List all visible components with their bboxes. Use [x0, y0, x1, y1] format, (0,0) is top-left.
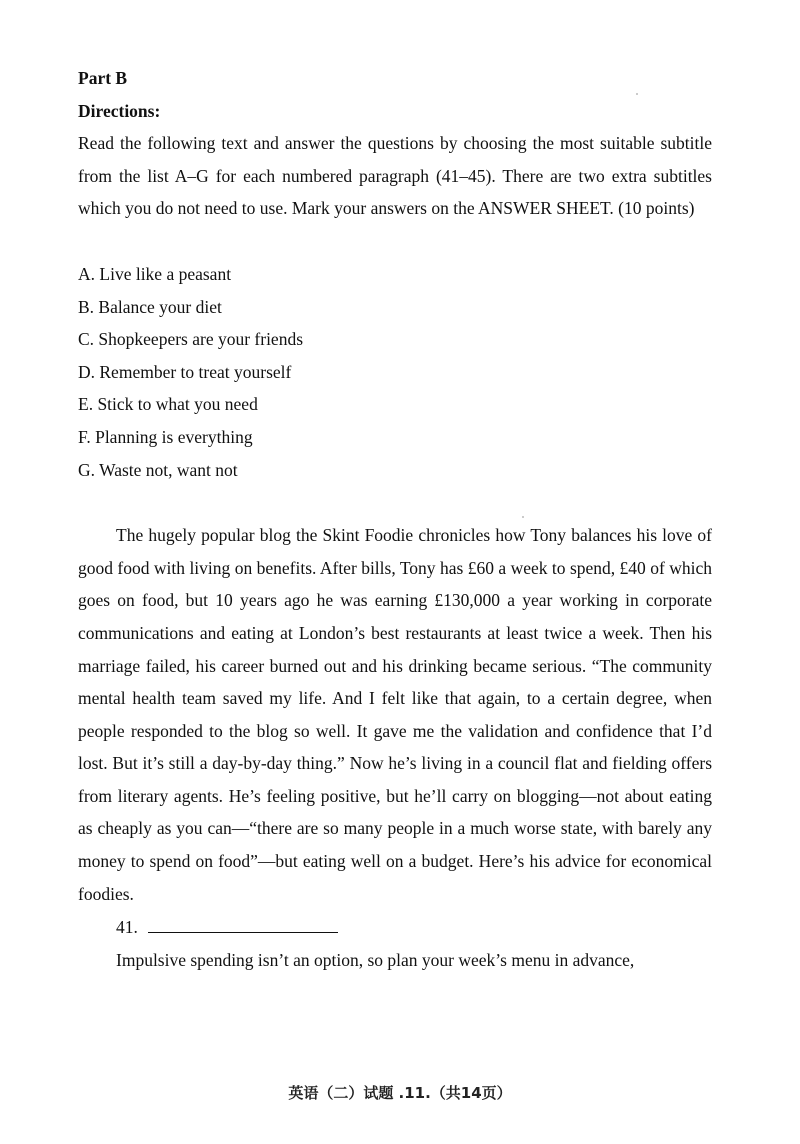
subtitle-options-list — [78, 258, 712, 486]
option-g: G. Waste not, want not — [78, 459, 238, 480]
question-41 — [78, 910, 712, 944]
exam-page — [78, 62, 712, 976]
paragraph-41-start: Impulsive spending isn’t an option, so plan your week’s menu in advance, — [116, 949, 635, 970]
option-c: C. Shopkeepers are your friends — [78, 329, 304, 350]
section-title: Part B — [78, 68, 128, 88]
option-f: F. Planning is everything — [78, 426, 253, 447]
answer-blank — [148, 910, 338, 933]
directions-text: Read the following text and answer the questions by choosing the most suitable subtitle from the list A–G for each numbered paragraph (41–45). There are two extra subtitles which you do not need to use. Mark your answers on the ANSWER SHEET. (10 points) — [78, 133, 712, 219]
question-number: 41. — [116, 917, 138, 938]
scan-speck — [636, 93, 638, 95]
option-a: A. Live like a peasant — [78, 263, 232, 284]
directions-title: Directions: — [78, 100, 161, 121]
option-b: B. Balance your diet — [78, 296, 222, 317]
page-footer: 英语（二）试题 .11.（共14页） — [288, 1084, 512, 1102]
scan-speck — [522, 516, 524, 518]
option-e: E. Stick to what you need — [78, 394, 258, 415]
passage-intro: The hugely popular blog the Skint Foodie chronicles how Tony balances his love of good food with living on benefits. After bills, Tony has £60 a week to spend, £40 of which goes on food, but 10 years ago he was earning £130,000 a year working in corporate communications and eating at London’s best restaurants at least twice a week. Then his marriage failed, his career burned out and his drinking became serious. “The community mental health team saved my life. And I felt like that again, to a certain degree, when people responded to the blog so well. It gave me the validation and confidence that I’d lost. But it’s still a day-by-day thing.” Now he’s living in a council flat and fielding offers from literary agents. He’s feeling positive, but he’ll carry on blogging—not about eating as cheaply as you can—“there are so many people in a much worse state, with barely any money to spend on food”—but eating well on a budget. Here’s his advice for economical foodies. — [78, 525, 712, 904]
option-d: D. Remember to treat yourself — [78, 361, 292, 382]
